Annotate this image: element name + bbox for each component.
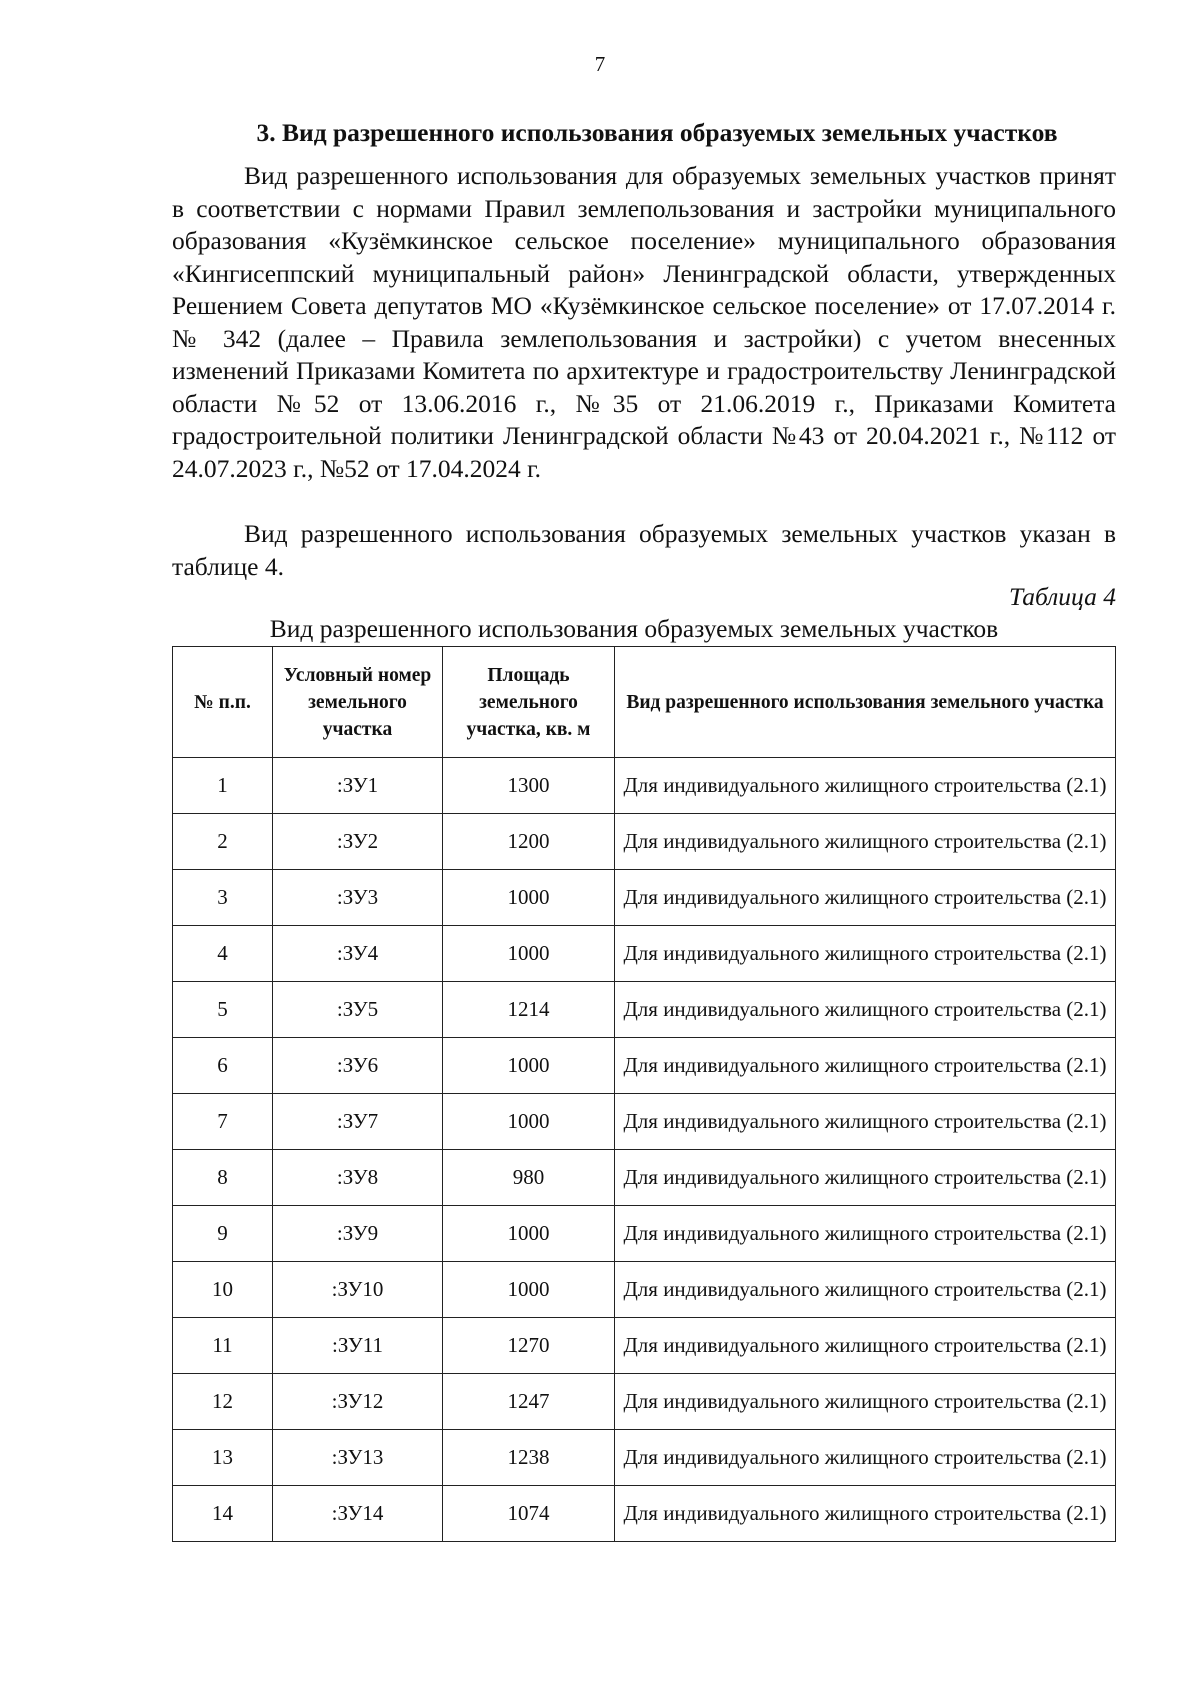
cell-permitted-use: Для индивидуального жилищного строительства (2.1) — [615, 1262, 1116, 1318]
cell-plot-code: :ЗУ4 — [273, 926, 443, 982]
cell-permitted-use: Для индивидуального жилищного строительства (2.1) — [615, 814, 1116, 870]
land-plots-table — [172, 646, 1116, 1542]
cell-permitted-use: Для индивидуального жилищного строительства (2.1) — [615, 1038, 1116, 1094]
cell-permitted-use: Для индивидуального жилищного строительства (2.1) — [615, 1430, 1116, 1486]
paragraph-text: Вид разрешенного использования образуемых земельных участков указан в таблице 4. — [172, 519, 1116, 581]
cell-plot-area: 1214 — [443, 982, 615, 1038]
cell-plot-code: :ЗУ6 — [273, 1038, 443, 1094]
table-row — [173, 1262, 1116, 1318]
cell-permitted-use: Для индивидуального жилищного строительства (2.1) — [615, 1486, 1116, 1542]
cell-number: 3 — [173, 870, 273, 926]
cell-permitted-use: Для индивидуального жилищного строительства (2.1) — [615, 1374, 1116, 1430]
cell-number: 1 — [173, 758, 273, 814]
body-paragraph-1 — [172, 160, 1116, 485]
cell-plot-area: 1000 — [443, 870, 615, 926]
cell-plot-code: :ЗУ3 — [273, 870, 443, 926]
cell-permitted-use: Для индивидуального жилищного строительства (2.1) — [615, 1094, 1116, 1150]
cell-permitted-use: Для индивидуального жилищного строительства (2.1) — [615, 870, 1116, 926]
table-header-row — [173, 647, 1116, 758]
table-row — [173, 1318, 1116, 1374]
cell-plot-code: :ЗУ12 — [273, 1374, 443, 1430]
cell-plot-code: :ЗУ1 — [273, 758, 443, 814]
table-row — [173, 1430, 1116, 1486]
section-title: 3. Вид разрешенного использования образуемых земельных участков — [256, 118, 1058, 147]
cell-number: 6 — [173, 1038, 273, 1094]
header-number: № п.п. — [173, 647, 273, 758]
table-row — [173, 1486, 1116, 1542]
header-permitted-use: Вид разрешенного использования земельного участка — [615, 647, 1116, 758]
cell-plot-area: 1000 — [443, 1262, 615, 1318]
cell-plot-area: 1000 — [443, 1038, 615, 1094]
table-caption: Вид разрешенного использования образуемых земельных участков — [269, 614, 999, 643]
cell-plot-code: :ЗУ5 — [273, 982, 443, 1038]
cell-number: 9 — [173, 1206, 273, 1262]
cell-number: 13 — [173, 1430, 273, 1486]
cell-number: 4 — [173, 926, 273, 982]
cell-plot-area: 1238 — [443, 1430, 615, 1486]
page-number: 7 — [594, 52, 606, 76]
cell-permitted-use: Для индивидуального жилищного строительства (2.1) — [615, 926, 1116, 982]
cell-plot-area: 1300 — [443, 758, 615, 814]
cell-plot-code: :ЗУ10 — [273, 1262, 443, 1318]
cell-number: 5 — [173, 982, 273, 1038]
table-row — [173, 982, 1116, 1038]
cell-plot-area: 1074 — [443, 1486, 615, 1542]
cell-number: 14 — [173, 1486, 273, 1542]
body-paragraph-2 — [172, 518, 1116, 583]
cell-number: 10 — [173, 1262, 273, 1318]
cell-plot-code: :ЗУ9 — [273, 1206, 443, 1262]
cell-plot-code: :ЗУ14 — [273, 1486, 443, 1542]
cell-permitted-use: Для индивидуального жилищного строительства (2.1) — [615, 1150, 1116, 1206]
table-row — [173, 1150, 1116, 1206]
table-row — [173, 1206, 1116, 1262]
cell-plot-code: :ЗУ8 — [273, 1150, 443, 1206]
cell-plot-area: 1000 — [443, 926, 615, 982]
cell-plot-code: :ЗУ7 — [273, 1094, 443, 1150]
cell-permitted-use: Для индивидуального жилищного строительства (2.1) — [615, 758, 1116, 814]
cell-plot-area: 980 — [443, 1150, 615, 1206]
table-row — [173, 870, 1116, 926]
table-row — [173, 1374, 1116, 1430]
table-row — [173, 814, 1116, 870]
cell-number: 2 — [173, 814, 273, 870]
cell-plot-area: 1270 — [443, 1318, 615, 1374]
table-row — [173, 758, 1116, 814]
table-row — [173, 1038, 1116, 1094]
paragraph-text: Вид разрешенного использования для образуемых земельных участков принят в соответствии с нормами Правил землепользования и застройки муниципального образования «Кузёмкинское сельское поселение» муниципального образования «Кингисеппский муниципальный район» Ленинградской области, утвержденных Решением Совета депутатов МО «Кузёмкинское сельское поселение» от 17.07.2014 г. № 342 (далее – Правила землепользования и застройки) с учетом внесенных изменений Приказами Комитета по архитектуре и градостроительству Ленинградской области №52 от 13.06.2016 г., №35 от 21.06.2019 г., Приказами Комитета градостроительной политики Ленинградской области №43 от 20.04.2021 г., №112 от 24.07.2023 г., №52 от 17.04.2024 г. — [172, 161, 1116, 483]
cell-plot-area: 1200 — [443, 814, 615, 870]
cell-plot-area: 1000 — [443, 1206, 615, 1262]
cell-number: 7 — [173, 1094, 273, 1150]
table-body — [173, 758, 1116, 1542]
cell-plot-code: :ЗУ11 — [273, 1318, 443, 1374]
cell-plot-area: 1247 — [443, 1374, 615, 1430]
table-header — [173, 647, 1116, 758]
cell-number: 12 — [173, 1374, 273, 1430]
header-plot-code: Условный номер земельного участка — [273, 647, 443, 758]
header-plot-area: Площадь земельного участка, кв. м — [443, 647, 615, 758]
cell-plot-code: :ЗУ13 — [273, 1430, 443, 1486]
table-label: Таблица 4 — [1008, 582, 1116, 611]
cell-number: 8 — [173, 1150, 273, 1206]
cell-permitted-use: Для индивидуального жилищного строительства (2.1) — [615, 1318, 1116, 1374]
table-row — [173, 926, 1116, 982]
table-row — [173, 1094, 1116, 1150]
cell-number: 11 — [173, 1318, 273, 1374]
cell-plot-code: :ЗУ2 — [273, 814, 443, 870]
cell-plot-area: 1000 — [443, 1094, 615, 1150]
cell-permitted-use: Для индивидуального жилищного строительства (2.1) — [615, 982, 1116, 1038]
cell-permitted-use: Для индивидуального жилищного строительства (2.1) — [615, 1206, 1116, 1262]
